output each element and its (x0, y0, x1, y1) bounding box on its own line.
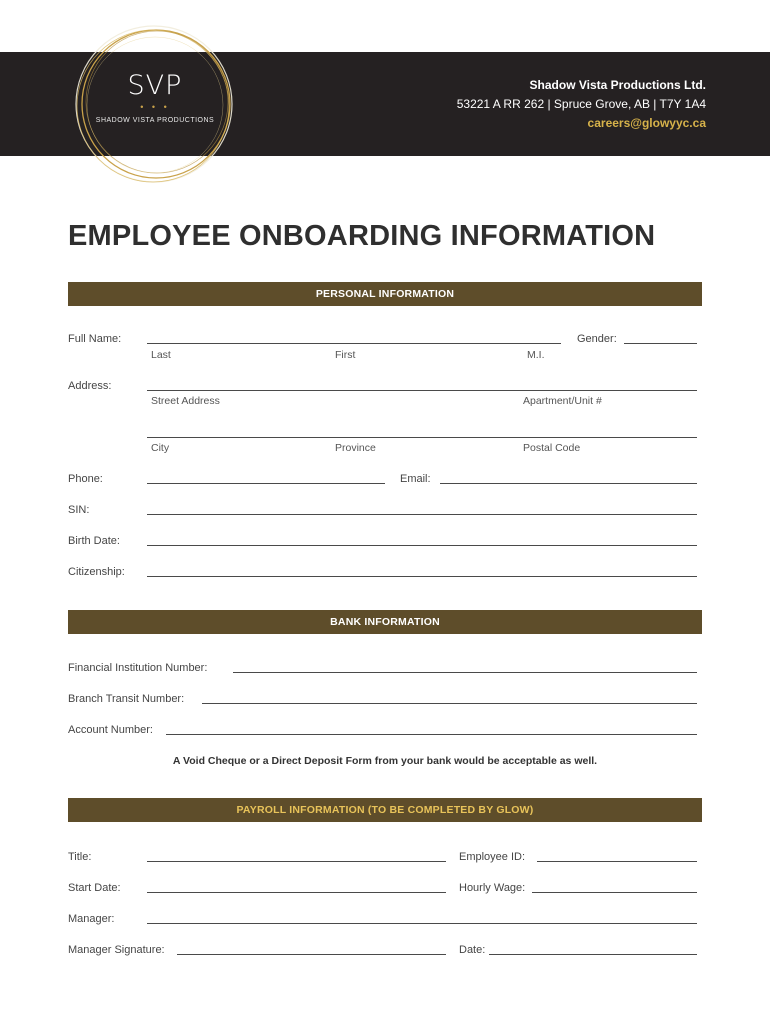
street-address-field[interactable] (147, 390, 697, 391)
date-field[interactable] (489, 954, 697, 955)
citizenship-label: Citizenship: (68, 566, 125, 578)
employee-id-label: Employee ID: (459, 851, 526, 863)
logo-dots: • • • (140, 102, 170, 112)
sin-field[interactable] (147, 514, 697, 515)
first-caption: First (335, 349, 356, 361)
institution-label: Financial Institution Number: (68, 662, 208, 674)
company-name: Shadow Vista Productions Ltd. (529, 78, 706, 92)
company-email[interactable]: careers@glowyyc.ca (587, 116, 706, 130)
account-label: Account Number: (68, 724, 153, 736)
sin-label: SIN: (68, 504, 90, 516)
gender-label: Gender: (577, 333, 617, 345)
section-personal: PERSONAL INFORMATION (68, 282, 702, 306)
email-label: Email: (400, 473, 431, 485)
section-bank: BANK INFORMATION (68, 610, 702, 634)
manager-field[interactable] (147, 923, 697, 924)
email-field[interactable] (440, 483, 697, 484)
manager-signature-label: Manager Signature: (68, 944, 165, 956)
logo-subtitle: SHADOW VISTA PRODUCTIONS (95, 117, 215, 124)
logo-mark: SVP (127, 70, 183, 101)
hourly-wage-field[interactable] (532, 892, 697, 893)
void-cheque-note: A Void Cheque or a Direct Deposit Form from your bank would be acceptable as well. (172, 755, 598, 767)
company-logo (70, 18, 240, 190)
manager-label: Manager: (68, 913, 115, 925)
employee-id-field[interactable] (537, 861, 697, 862)
title-field[interactable] (147, 861, 446, 862)
hourly-wage-label: Hourly Wage: (459, 882, 526, 894)
postal-caption: Postal Code (523, 442, 581, 454)
full-name-field[interactable] (147, 343, 561, 344)
account-field[interactable] (166, 734, 697, 735)
section-payroll: PAYROLL INFORMATION (TO BE COMPLETED BY GLOW) (68, 798, 702, 822)
start-date-field[interactable] (147, 892, 446, 893)
address-label: Address: (68, 380, 112, 392)
transit-field[interactable] (202, 703, 697, 704)
birth-date-label: Birth Date: (68, 535, 120, 547)
phone-field[interactable] (147, 483, 385, 484)
mi-caption: M.I. (527, 349, 545, 361)
city-caption: City (151, 442, 170, 454)
province-caption: Province (335, 442, 376, 454)
title-label: Title: (68, 851, 92, 863)
manager-signature-field[interactable] (177, 954, 446, 955)
company-address: 53221 A RR 262 | Spruce Grove, AB | T7Y 1A4 (456, 97, 706, 111)
date-label: Date: (459, 944, 486, 956)
full-name-label: Full Name: (68, 333, 122, 345)
company-info (457, 76, 706, 133)
birth-date-field[interactable] (147, 545, 697, 546)
phone-label: Phone: (68, 473, 103, 485)
page-title: EMPLOYEE ONBOARDING INFORMATION (68, 220, 656, 252)
gender-field[interactable] (624, 343, 697, 344)
last-caption: Last (151, 349, 171, 361)
apartment-caption: Apartment/Unit # (523, 395, 602, 407)
institution-field[interactable] (233, 672, 697, 673)
city-province-postal-field[interactable] (147, 437, 697, 438)
citizenship-field[interactable] (147, 576, 697, 577)
street-caption: Street Address (151, 395, 220, 407)
start-date-label: Start Date: (68, 882, 121, 894)
transit-label: Branch Transit Number: (68, 693, 185, 705)
